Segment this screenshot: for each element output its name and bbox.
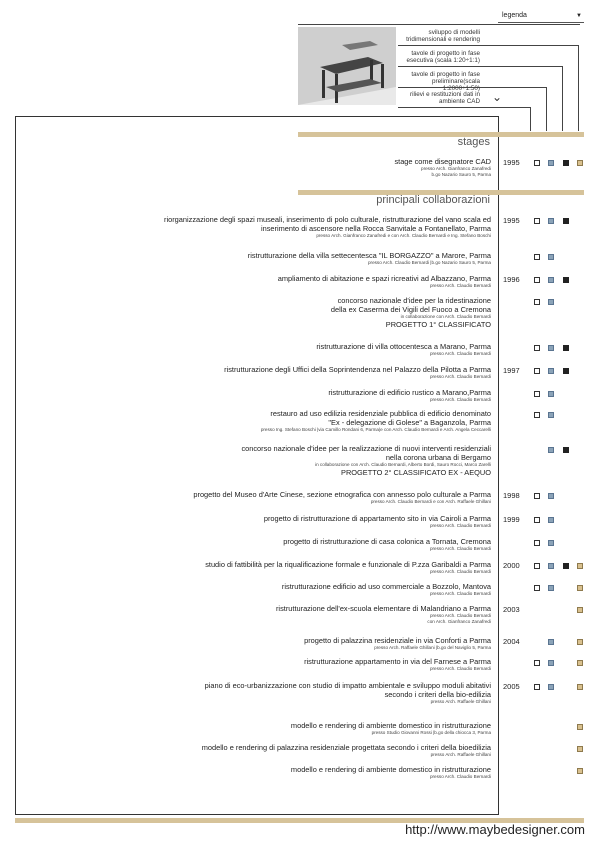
website-url-link[interactable]: http://www.maybedesigner.com xyxy=(405,822,585,837)
entry-title: progetto di palazzina residenziale in via Conforti a Parma xyxy=(304,636,491,645)
entry-credit: b.go Nazario Sauro 5, Parma xyxy=(431,172,491,177)
entry-year: 2005 xyxy=(503,682,520,691)
entry-credit: presso Arch. Claudio Bernardi xyxy=(429,283,491,288)
entry-title: progetto di ristrutturazione di appartamento sito in via Cairoli a Parma xyxy=(263,514,491,523)
entry-credit: in collaborazione con Arch. Claudio Bernardi, Alberto Bordi, Sauro Rocci, Marco Zarelli xyxy=(315,462,491,467)
collaboration-entry xyxy=(304,636,491,651)
entry-title: studio di fattibilità per la riqualificazione formale e funzionale di P.zza Garibaldi a Parma xyxy=(205,560,491,569)
legend-item-executive-drawings: tavole di progetto in fase esecutiva (scala 1:20÷1:1) xyxy=(406,50,480,64)
rendering-square-icon xyxy=(534,660,540,666)
entry-title: ristrutturazione appartamento in via del Farnese a Parma xyxy=(304,657,491,666)
collaboration-entry xyxy=(291,765,491,780)
collaboration-entry xyxy=(331,296,491,329)
entry-year: 1998 xyxy=(503,491,520,500)
legend-divider xyxy=(298,24,580,25)
rendering-square-icon xyxy=(534,585,540,591)
executive-drawing-square-icon xyxy=(548,160,554,166)
executive-drawing-square-icon xyxy=(548,684,554,690)
collaboration-entry xyxy=(248,251,491,266)
collaboration-entry xyxy=(316,342,491,357)
entry-year: 1996 xyxy=(503,275,520,284)
entry-title: riorganizzazione degli spazi museali, inserimento di polo culturale, ristrutturazione del vano scala ed xyxy=(163,215,491,224)
stages-section-title: stages xyxy=(457,136,490,148)
executive-drawing-square-icon xyxy=(548,660,554,666)
rendering-square-icon xyxy=(534,540,540,546)
collaboration-entry xyxy=(328,388,491,403)
entry-title: piano di eco-urbanizzazione con studio di impatto ambientale e sviluppo moduli abitativi xyxy=(204,681,491,690)
entry-credit: presso Arch. Gianfranco Zanafredi xyxy=(421,166,491,171)
cad-survey-square-icon xyxy=(577,607,583,613)
stages-section-bar xyxy=(298,132,584,137)
executive-drawing-square-icon xyxy=(548,517,554,523)
entry-year: 1995 xyxy=(503,216,520,225)
executive-drawing-square-icon xyxy=(548,345,554,351)
legend-connector-line xyxy=(398,107,530,108)
legend-rendering-image xyxy=(298,27,396,105)
entry-title: progetto di ristrutturazione di casa colonica a Tornata, Cremona xyxy=(283,537,491,546)
entry-credit: presso Arch. Gianfranco Zanafredi e con Arch. Claudio Bernardi e Ing. Stefano Boschi xyxy=(316,233,491,238)
entry-credit: presso Arch. Claudio Bernardi xyxy=(429,374,491,379)
collaboration-entry xyxy=(278,274,491,289)
arrow-down-icon: ⌄ xyxy=(492,90,503,104)
cad-survey-square-icon xyxy=(577,684,583,690)
collaboration-entry xyxy=(304,657,491,672)
executive-drawing-square-icon xyxy=(548,563,554,569)
preliminary-drawing-square-icon xyxy=(563,218,569,224)
legend-connector-line xyxy=(530,107,531,131)
executive-drawing-square-icon xyxy=(548,254,554,260)
entry-title: ristrutturazione dell'ex-scuola elementare di Malandriano a Parma xyxy=(275,604,491,613)
collaboration-entry xyxy=(282,582,491,597)
legend-item-cad-surveys: rilievi e restituzioni dati in ambiente CAD xyxy=(410,91,480,105)
executive-drawing-square-icon xyxy=(548,299,554,305)
cad-survey-square-icon xyxy=(577,160,583,166)
entry-title: concorso nazionale d'idee per la ridestinazione xyxy=(337,296,491,305)
entry-credit: presso Arch. Claudio Bernardi xyxy=(429,613,491,618)
entry-title: ristrutturazione di edificio rustico a Marano,Parma xyxy=(328,388,491,397)
collaboration-entry xyxy=(261,409,491,433)
entry-title: concorso nazionale d'idee per la realizzazione di nuovi interventi residenziali xyxy=(241,444,491,453)
cad-survey-square-icon xyxy=(577,563,583,569)
rendering-square-icon xyxy=(534,391,540,397)
legend-connector-line xyxy=(578,45,579,131)
legend-item-3d-models: sviluppo di modelli tridimensionali e rendering xyxy=(406,29,480,43)
rendering-square-icon xyxy=(534,345,540,351)
entry-credit: presso Arch. Claudio Bernardi |b.go Nazario Sauro 5, Parma xyxy=(368,260,491,265)
collaboration-entry xyxy=(394,157,491,178)
entry-credit: presso Arch. Claudio Bernardi xyxy=(429,774,491,779)
cad-survey-square-icon xyxy=(577,639,583,645)
entry-year: 2004 xyxy=(503,637,520,646)
executive-drawing-square-icon xyxy=(548,412,554,418)
collaboration-entry xyxy=(291,721,491,736)
collaboration-entry xyxy=(205,560,491,575)
cad-survey-square-icon xyxy=(577,724,583,730)
preliminary-drawing-square-icon xyxy=(563,563,569,569)
entry-year: 2000 xyxy=(503,561,520,570)
entry-title: progetto del Museo d'Arte Cinese, sezione etnografica con annesso polo culturale a Parma xyxy=(193,490,491,499)
preliminary-drawing-square-icon xyxy=(563,345,569,351)
entry-year: 1997 xyxy=(503,366,520,375)
entry-credit: presso Arch. Claudio Bernardi xyxy=(429,397,491,402)
entry-title: stage come disegnatore CAD xyxy=(394,157,491,166)
legend-connector-line xyxy=(546,87,547,131)
executive-drawing-square-icon xyxy=(548,540,554,546)
entry-title: restauro ad uso edilizia residenziale pubblica di edificio denominato xyxy=(270,409,491,418)
entry-credit: presso Arch. Claudio Bernardi xyxy=(429,546,491,551)
legend-connector-line xyxy=(398,45,578,46)
entry-credit: in collaborazione con Arch. Claudio Bernardi xyxy=(400,314,491,319)
entry-title: ristrutturazione degli Uffici della Soprintendenza nel Palazzo della Pilotta a Parma xyxy=(224,365,491,374)
executive-drawing-square-icon xyxy=(548,277,554,283)
entry-credit: presso Arch. Raffaele Ghillani |b.go del Naviglio 5, Parma xyxy=(374,645,491,650)
rendering-square-icon xyxy=(534,684,540,690)
legend-dropdown-label: legenda xyxy=(502,12,527,19)
rendering-square-icon xyxy=(534,254,540,260)
entry-credit: presso Arch. Raffaele Ghillani xyxy=(430,699,491,704)
entry-title: ristrutturazione edificio ad uso commerciale a Bozzolo, Mantova xyxy=(281,582,491,591)
collaboration-entry xyxy=(241,444,491,477)
chevron-down-icon[interactable]: ▼ xyxy=(576,13,582,19)
entry-title: secondo i criteri della bio-edilizia xyxy=(384,690,491,699)
legend-item-preliminary-drawings: tavole di progetto in fase preliminare(scala 1:2000÷1:50) xyxy=(411,71,480,92)
executive-drawing-square-icon xyxy=(548,585,554,591)
legend-connector-line xyxy=(398,66,562,67)
entry-year: 1999 xyxy=(503,515,520,524)
executive-drawing-square-icon xyxy=(548,493,554,499)
entry-title: ristrutturazione di villa ottocentesca a Marano, Parma xyxy=(316,342,491,351)
rendering-square-icon xyxy=(534,368,540,374)
cad-survey-square-icon xyxy=(577,660,583,666)
rendering-square-icon xyxy=(534,412,540,418)
collab-section-title: principali collaborazioni xyxy=(376,194,490,206)
executive-drawing-square-icon xyxy=(548,391,554,397)
cad-survey-square-icon xyxy=(577,585,583,591)
entry-year: 1995 xyxy=(503,158,520,167)
entry-award: PROGETTO 1° CLASSIFICATO xyxy=(385,320,491,329)
entry-title: della ex Caserma dei Vigili del Fuoco a Cremona xyxy=(330,305,491,314)
collaboration-entry xyxy=(224,365,491,380)
preliminary-drawing-square-icon xyxy=(563,277,569,283)
entry-credit: presso Arch. Raffaele Ghillani xyxy=(430,752,491,757)
collaboration-entry xyxy=(276,604,491,625)
rendering-square-icon xyxy=(534,218,540,224)
preliminary-drawing-square-icon xyxy=(563,368,569,374)
entry-credit: con Arch. Gianfranco Zanafredi xyxy=(427,619,491,624)
cad-survey-square-icon xyxy=(577,746,583,752)
legend-dropdown[interactable] xyxy=(498,10,584,23)
collaboration-entry xyxy=(264,514,491,529)
entry-title: "Ex - delegazione di Golese" a Baganzola, Parma xyxy=(328,418,491,427)
entry-title: nella corona urbana di Bergamo xyxy=(385,453,491,462)
entry-award: PROGETTO 2° CLASSIFICATO EX - AEQUO xyxy=(341,468,491,477)
collaboration-entry xyxy=(164,215,491,239)
executive-drawing-square-icon xyxy=(548,218,554,224)
cad-survey-square-icon xyxy=(577,768,583,774)
collaboration-entry xyxy=(205,681,491,705)
rendering-square-icon xyxy=(534,160,540,166)
preliminary-drawing-square-icon xyxy=(563,160,569,166)
rendering-square-icon xyxy=(534,299,540,305)
entry-title: modello e rendering di palazzina residenziale progettata secondo i criteri della bioedilizia xyxy=(201,743,491,752)
preliminary-drawing-square-icon xyxy=(563,447,569,453)
rendering-square-icon xyxy=(534,493,540,499)
entry-title: modello e rendering di ambiente domestico in ristrutturazione xyxy=(290,721,491,730)
rendering-square-icon xyxy=(534,563,540,569)
entry-credit: presso Studio Giovanni Rossi |b.go della chiocca 3, Parma xyxy=(371,730,491,735)
entry-title: ampliamento di abitazione e spazi ricreativi ad Albazzano, Parma xyxy=(277,274,491,283)
entry-credit: presso Arch. Claudio Bernardi e con Arch. Raffaele Ghillani xyxy=(370,499,491,504)
entry-credit: presso Arch. Claudio Bernardi xyxy=(429,569,491,574)
executive-drawing-square-icon xyxy=(548,368,554,374)
executive-drawing-square-icon xyxy=(548,447,554,453)
collaboration-entry xyxy=(193,490,491,505)
entry-credit: presso Ing. Stefano Boschi |via Camillo Rondani 6, Parma|e con Arch. Claudio Bernardi e Arch. Angela Ceccarelli xyxy=(260,427,491,432)
legend-connector-line xyxy=(398,87,546,88)
entry-title: modello e rendering di ambiente domestico in ristrutturazione xyxy=(290,765,491,774)
collaboration-entry xyxy=(202,743,491,758)
entry-year: 2003 xyxy=(503,605,520,614)
collaboration-entry xyxy=(283,537,491,552)
legend-connector-line xyxy=(562,66,563,131)
entry-credit: presso Arch. Claudio Bernardi xyxy=(429,351,491,356)
entry-credit: presso Arch. Claudio Bernardi xyxy=(429,523,491,528)
rendering-square-icon xyxy=(534,517,540,523)
entry-title: ristrutturazione della villa settecentesca "IL BORGAZZO" a Marore, Parma xyxy=(247,251,491,260)
entry-credit: presso Arch. Claudio Bernardi xyxy=(429,591,491,596)
entry-title: inserimento di ascensore nella Rocca Sanvitale a Fontanellato, Parma xyxy=(260,224,491,233)
entry-credit: presso Arch. Claudio Bernardi xyxy=(429,666,491,671)
executive-drawing-square-icon xyxy=(548,639,554,645)
rendering-square-icon xyxy=(534,277,540,283)
